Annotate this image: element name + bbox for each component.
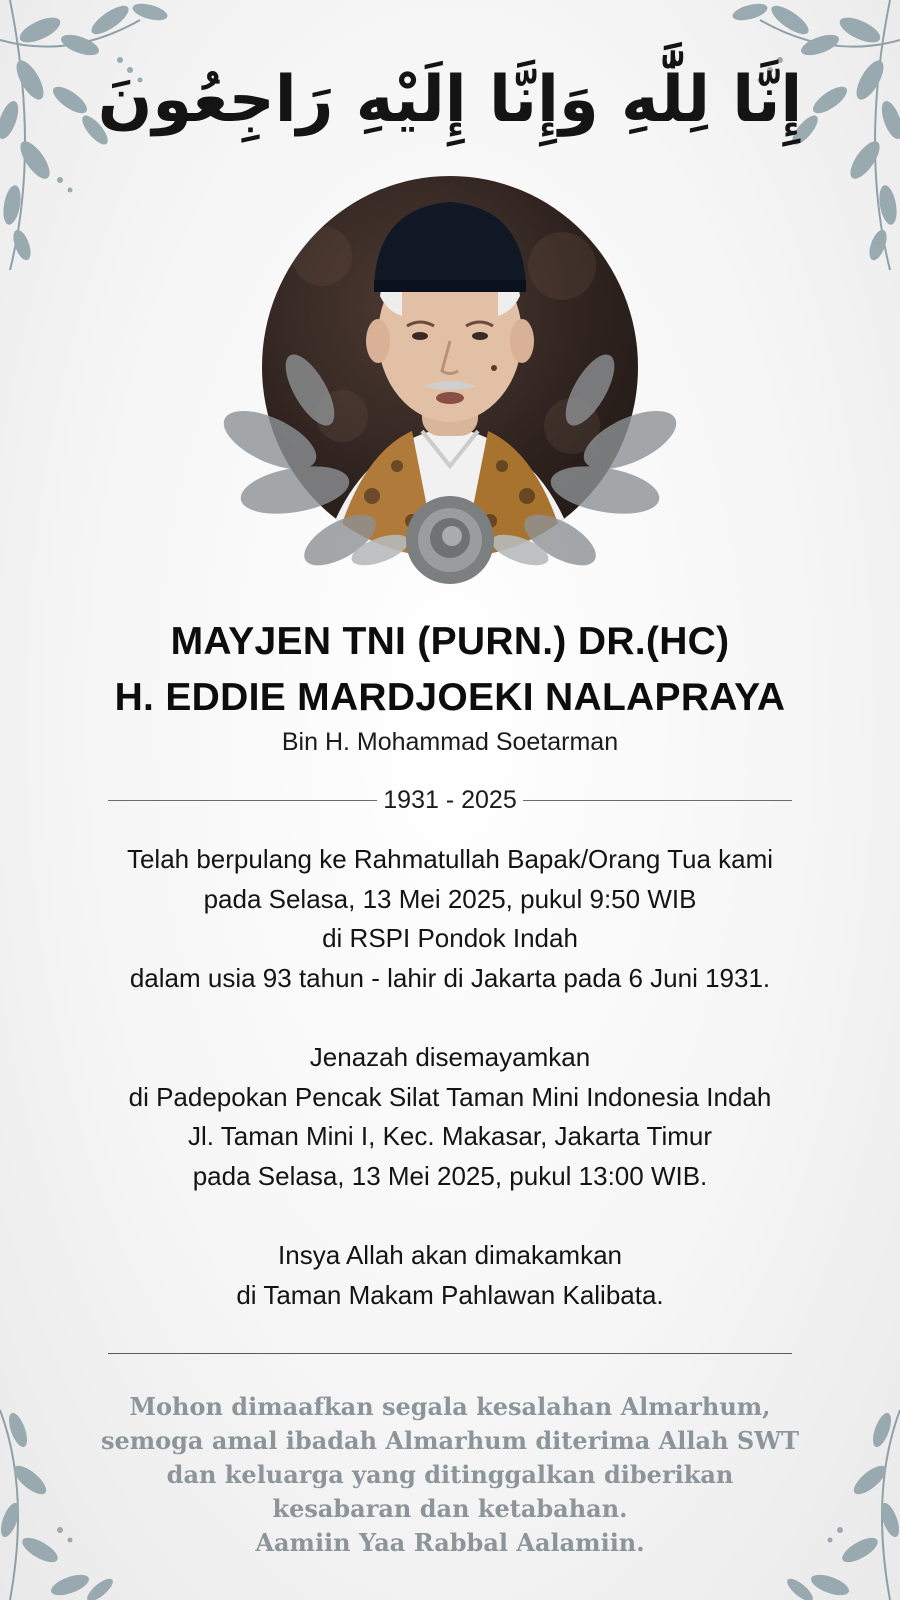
arabic-calligraphy: إِنَّا لِلَّٰهِ وَإِنَّا إِلَيْهِ رَاجِعُونَ [97, 63, 803, 137]
closing-line: kesabaran dan ketabahan. [272, 1494, 628, 1523]
announcement-paragraph-burial [40, 1236, 860, 1315]
announcement-line: dalam usia 93 tahun - lahir di Jakarta pada 6 Juni 1931. [129, 962, 771, 993]
life-years: 1931 - 2025 [383, 786, 517, 814]
closing-divider [108, 1353, 792, 1354]
announcement-line: di Taman Makam Pahlawan Kalibata. [236, 1279, 664, 1310]
years-divider-right [523, 800, 792, 801]
announcement-text [40, 840, 860, 1315]
announcement-line: Jl. Taman Mini I, Kec. Makasar, Jakarta Timur [187, 1121, 713, 1152]
announcement-paragraph-death [40, 840, 860, 998]
announcement-line: Telah berpulang ke Rahmatullah Bapak/Orang Tua kami [126, 844, 774, 874]
closing-line: Mohon dimaafkan segala kesalahan Almarhum, [129, 1392, 771, 1421]
announcement-line: pada Selasa, 13 Mei 2025, pukul 13:00 WIB. [192, 1160, 708, 1191]
announcement-paragraph-lying-in-state [40, 1038, 860, 1196]
deceased-title-line-2: H. EDDIE MARDJOEKI NALAPRAYA [114, 676, 786, 719]
closing-line: Aamiin Yaa Rabbal Aalamiin. [255, 1528, 645, 1557]
closing-line: dan keluarga yang ditinggalkan diberikan [166, 1460, 734, 1489]
announcement-line: pada Selasa, 13 Mei 2025, pukul 9:50 WIB [203, 883, 697, 914]
flower-decoration [210, 350, 690, 600]
years-divider-left [108, 800, 377, 801]
deceased-title-line-1: MAYJEN TNI (PURN.) DR.(HC) [170, 620, 730, 663]
deceased-lineage: Bin H. Mohammad Soetarman [281, 728, 619, 756]
closing-line: semoga amal ibadah Almarhum diterima Allah SWT [100, 1426, 800, 1455]
announcement-line: di Padepokan Pencak Silat Taman Mini Indonesia Indah [128, 1081, 772, 1112]
closing-prayer [100, 1390, 800, 1560]
announcement-line: Jenazah disemayamkan [309, 1041, 591, 1072]
life-years-row [108, 786, 792, 815]
announcement-line: Insya Allah akan dimakamkan [278, 1239, 622, 1270]
portrait-section [210, 170, 690, 600]
deceased-name [0, 614, 900, 726]
announcement-line: di RSPI Pondok Indah [322, 923, 578, 954]
